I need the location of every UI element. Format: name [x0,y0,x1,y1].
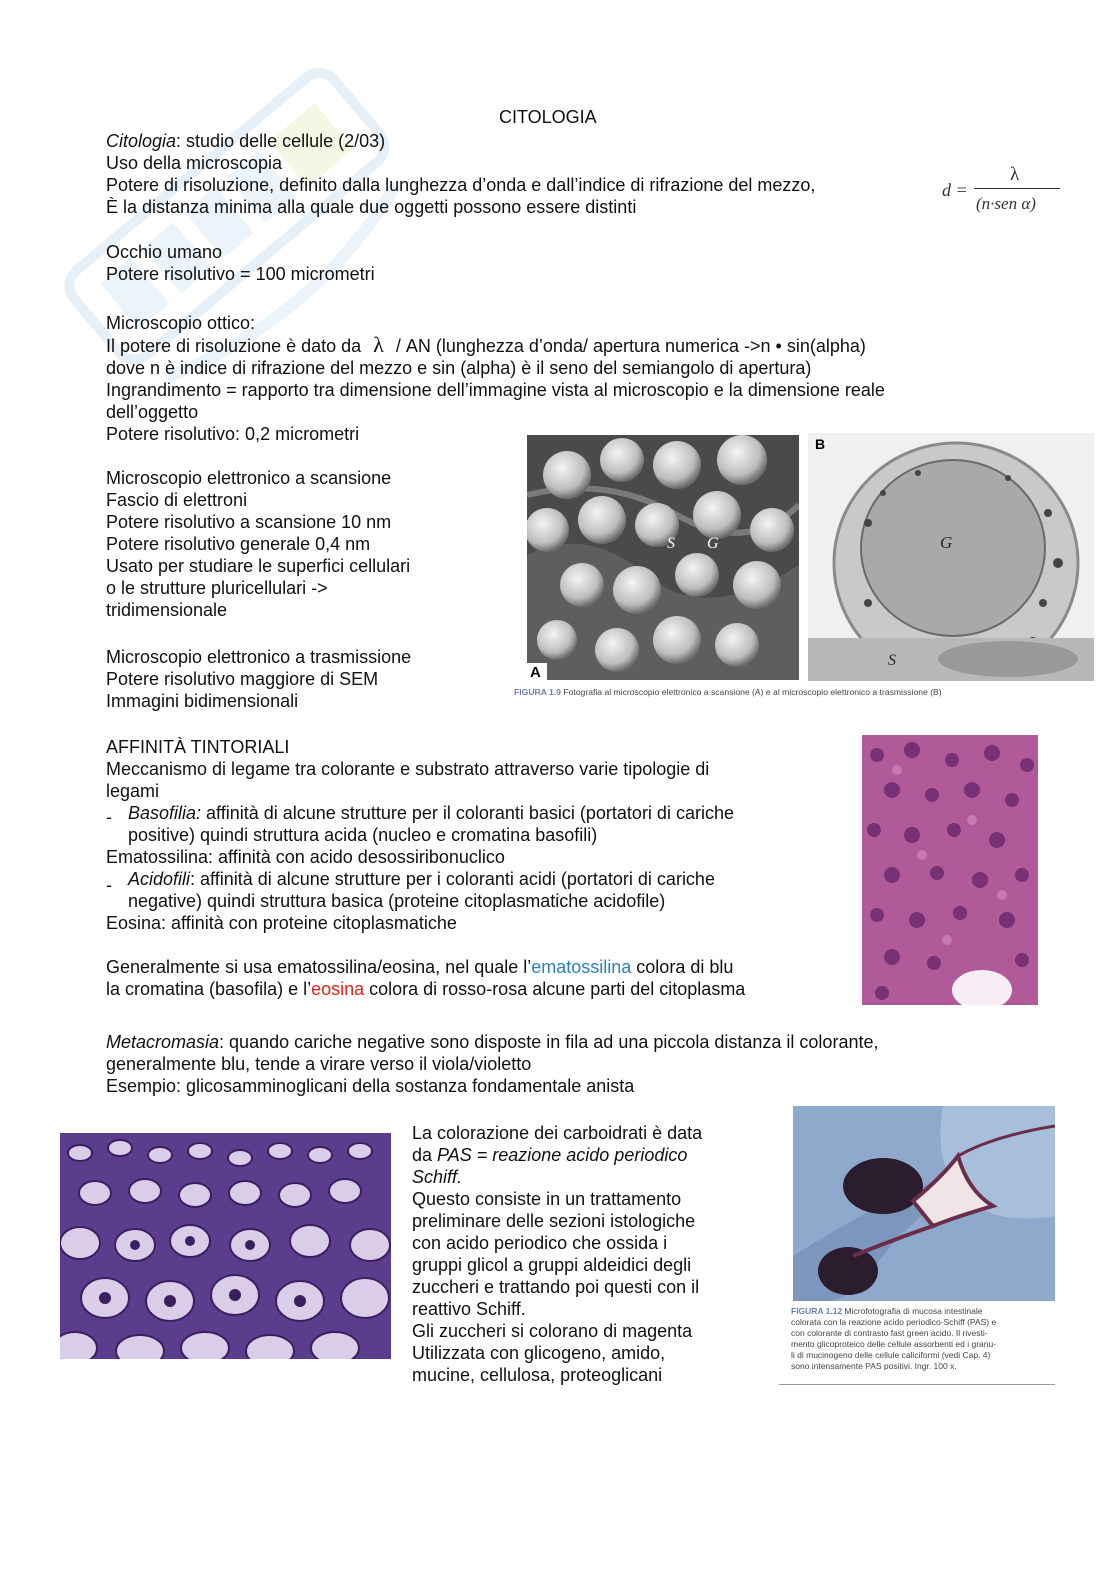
formula-lhs: d = [942,180,968,200]
uso-microscopia: Uso della microscopia [106,153,283,173]
affinita-block [106,736,745,1000]
pas-line: reattivo Schiff. [412,1299,526,1319]
pas-line: preliminare delle sezioni istologiche [412,1211,696,1231]
eosina-line: Eosina: affinità con proteine citoplasmatiche [106,913,457,933]
bullet-dash: - [106,875,112,895]
tem-micrograph [808,433,1094,681]
generalmente-1a: Generalmente si usa ematossilina/eosina, nel quale l’ [106,957,532,977]
fig-label-s: S [667,535,675,552]
pas-line: Questo consiste in un trattamento [412,1189,682,1209]
metacromasia-term: Metacromasia [106,1032,220,1052]
page-title: CITOLOGIA [499,107,597,127]
figure112-caption-line: con colorante di contrasto fast green acido. Il rivesti- [791,1328,988,1338]
trasmissione-line: Microscopio elettronico a trasmissione [106,647,412,667]
citologia-definition: : studio delle cellule (2/03) [176,131,386,151]
potere-risoluzione-def: Potere di risoluzione, definito dalla lunghezza d’onda e dall’indice di rifrazione del mezzo, [106,175,816,195]
pas-line: gruppi glicol a gruppi aldeidici degli [412,1255,692,1275]
metacromasia-line1: : quando cariche negative sono disposte in fila ad una piccola distanza il colorante, [219,1032,879,1052]
basofilia-term: Basofilia: [128,803,202,823]
pas-stain-image [793,1106,1055,1301]
occhio-title: Occhio umano [106,242,223,262]
cartilage-stain-image [60,1133,391,1359]
pas-line: con acido periodico che ossida i [412,1233,668,1253]
figure19-caption-label: FIGURA 1.9 [514,687,561,697]
formula-fraction-bar [974,188,1060,189]
caption-divider [779,1384,1055,1385]
formula-denominator: (n·sen α) [976,194,1036,213]
scansione-line: Fascio di elettroni [106,490,248,510]
fig-label-g: G [707,535,719,552]
intro-block [106,130,815,218]
distanza-minima: È la distanza minima alla quale due oggetti possono essere distinti [106,197,637,217]
figure112-caption [791,1306,996,1372]
ottico-line1a: Il potere di risoluzione è dato da [106,336,362,356]
citologia-term: Citologia [106,131,177,151]
figure112-caption-label: FIGURA 1.12 [791,1306,843,1316]
figure112-caption-line: Microfotografia di mucosa intestinale [844,1306,983,1316]
he-stain-image [862,735,1038,1005]
bullet-dash: - [106,807,112,827]
fig-label-s-tem: S [888,652,896,669]
figure112-caption-line: colorata con la reazione acido periodico-Schiff (PAS) e [791,1317,997,1327]
microscopio-ottico-block [106,312,885,445]
resolution-formula [940,166,1070,216]
scansione-line: tridimensionale [106,600,228,620]
pas-definition: PAS = reazione acido periodico [437,1145,688,1165]
formula-numerator: λ [1010,164,1020,185]
generalmente-2a: la cromatina (basofila) e l’ [106,979,312,999]
ematossilina-highlight: ematossilina [531,957,632,977]
affinita-title: AFFINITÀ TINTORIALI [106,737,290,757]
affinita-line1: Meccanismo di legame tra colorante e substrato attraverso varie tipologie di [106,759,710,779]
ematossilina-line: Ematossilina: affinità con acido desossiribonuclico [106,847,505,867]
metacromasia-line3: Esempio: glicosamminoglicani della sostanza fondamentale anista [106,1076,635,1096]
acidofili-text2: negative) quindi struttura basica (proteine citoplasmatiche acidofile) [128,891,666,911]
scansione-line: o le strutture pluricellulari -> [106,578,328,598]
ottico-line4: dell’oggetto [106,402,199,422]
eosina-highlight: eosina [311,979,365,999]
figure112-caption-line: mento glicoproteico delle cellule assorbenti ed i granu- [791,1339,997,1349]
metacromasia-block [106,1031,878,1097]
acidofili-term: Acidofili [128,869,191,889]
trasmissione-line: Potere risolutivo maggiore di SEM [106,669,379,689]
occhio-potere: Potere risolutivo = 100 micrometri [106,264,375,284]
acidofili-text1: : affinità di alcune strutture per i coloranti acidi (portatori di cariche [190,869,715,889]
lambda-symbol: λ [373,332,384,357]
sem-micrograph [527,435,799,680]
pas-line3: Schiff. [412,1167,463,1187]
figure112-caption-line: sono intensamente PAS positivi. Ingr. 100 x. [791,1361,957,1371]
scansione-line: Potere risolutivo generale 0,4 nm [106,534,371,554]
figure19-caption-text: Fotografia al microscopio elettronico a scansione (A) e al microscopio elettronico a trasmissione (B) [563,687,942,697]
fig-label-a: A [530,664,541,680]
trasmissione-line: Immagini bidimensionali [106,691,299,711]
ottico-title: Microscopio ottico: [106,313,256,333]
fig-label-b: B [815,436,826,452]
metacromasia-line2: generalmente blu, tende a virare verso il viola/violetto [106,1054,532,1074]
pas-line: Gli zuccheri si colorano di magenta [412,1321,693,1341]
ottico-line5: Potere risolutivo: 0,2 micrometri [106,424,360,444]
basofilia-text1: affinità di alcune strutture per il coloranti basici (portatori di cariche [201,803,734,823]
scansione-line: Usato per studiare le superfici cellulari [106,556,411,576]
scansione-line: Microscopio elettronico a scansione [106,468,392,488]
pas-line1: La colorazione dei carboidrati è data [412,1123,703,1143]
figure112-caption-line: li di mucinogeno delle cellule caliciformi (vedi Cap. 4) [791,1350,991,1360]
pas-line: Utilizzata con glicogeno, amido, [412,1343,666,1363]
fig-label-g-tem: G [940,533,953,552]
generalmente-1c: colora di blu [631,957,734,977]
figure19-caption [514,687,942,698]
generalmente-2c: colora di rosso-rosa alcune parti del citoplasma [364,979,746,999]
basofilia-text2: positive) quindi struttura acida (nucleo e cromatina basofili) [128,825,598,845]
scansione-line: Potere risolutivo a scansione 10 nm [106,512,392,532]
pas-line2a: da [412,1145,438,1165]
scansione-block [106,467,410,621]
pas-block [412,1122,702,1386]
pas-line: zuccheri e trattando poi questi con il [412,1277,700,1297]
affinita-line2: legami [106,781,160,801]
pas-line: mucine, cellulosa, proteoglicani [412,1365,663,1385]
occhio-umano-block [106,241,375,285]
ottico-line1b: / AN (lunghezza d’onda/ apertura numerica ->n • sin(alpha) [395,336,866,356]
ottico-line2: dove n è indice di rifrazione del mezzo e sin (alpha) è il seno del semiangolo di apertura) [106,358,812,378]
ottico-line3: Ingrandimento = rapporto tra dimensione dell’immagine vista al microscopio e la dimensione reale [106,380,885,400]
trasmissione-block [106,646,411,712]
